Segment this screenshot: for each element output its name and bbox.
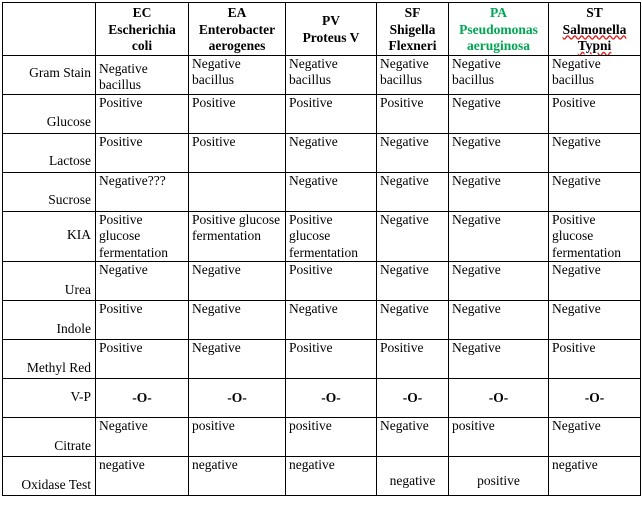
row-label: Oxidase Test [3,457,96,496]
table-cell: Positive [96,133,189,172]
table-cell: Negative??? [96,172,189,211]
table-cell: Positive [286,262,377,301]
header-row [3,3,641,56]
header-abbr: SF [404,5,421,20]
table-cell: positive [189,418,286,457]
table-cell: Positive glucose fermentation [96,211,189,262]
table-cell: Negative bacillus [549,55,641,94]
table-cell: -O- [286,379,377,418]
table-cell: Negative [549,418,641,457]
table-cell: Negative [286,301,377,340]
row-label: V-P [3,379,96,418]
row-methyl-red [3,340,641,379]
header-ec [96,3,189,56]
header-name: Enterobacter aerogenes [198,21,276,53]
table-cell: Negative [449,94,549,133]
row-indole [3,301,641,340]
table-cell: positive [449,418,549,457]
header-name: Proteus V [302,29,360,45]
header-abbr: EC [132,5,152,20]
header-st [549,3,641,56]
table-cell: Negative [96,262,189,301]
table-cell: Positive [286,340,377,379]
table-cell: Negative [449,262,549,301]
table-cell: Negative bacillus [286,55,377,94]
table-cell: Positive [189,94,286,133]
table-cell: Negative bacillus [377,55,449,94]
table-cell: negative [377,457,449,496]
table-cell: Positive [377,340,449,379]
table-cell: Positive glucose fermentation [549,211,641,262]
header-name: Shigella Flexneri [388,21,437,53]
header-ea [189,3,286,56]
table-cell: Negative [377,133,449,172]
table-cell: Negative [549,262,641,301]
row-gram-stain [3,55,641,94]
row-glucose [3,94,641,133]
table-cell: Negative [189,262,286,301]
table-cell: Negative [549,172,641,211]
table-cell: Negative [449,172,549,211]
table-cell: Positive [96,301,189,340]
header-abbr: EA [227,5,247,20]
table-cell: Positive [549,94,641,133]
table-cell: Positive glucose fermentation [286,211,377,262]
table-cell: Positive [96,94,189,133]
header-abbr: PV [322,13,340,29]
table-cell: Negative [449,301,549,340]
table-cell: -O- [549,379,641,418]
table-cell: Positive [377,94,449,133]
header-name: Salmonella Typni [562,21,627,53]
table-cell: Negative [377,262,449,301]
table-cell: -O- [449,379,549,418]
header-pv [286,3,377,56]
table-cell: Negative bacillus [189,55,286,94]
table-cell: Negative [189,301,286,340]
table-cell: -O- [96,379,189,418]
row-label: Sucrose [3,172,96,211]
row-label: Citrate [3,418,96,457]
row-oxidase-test [3,457,641,496]
table-cell: Negative [377,301,449,340]
table-cell: Negative [549,133,641,172]
row-label: Indole [3,301,96,340]
table-cell: negative [96,457,189,496]
row-label: Gram Stain [3,55,96,94]
corner-cell [3,3,96,56]
row-lactose [3,133,641,172]
table-cell: Positive [96,340,189,379]
row-label: Urea [3,262,96,301]
table-cell: Negative [189,340,286,379]
header-name: Pseudomonas aeruginosa [459,21,538,53]
bacteria-test-table [2,2,641,496]
table-cell: Positive [189,133,286,172]
table-cell: Negative [449,133,549,172]
row-v-p [3,379,641,418]
table-cell: Negative bacillus [449,55,549,94]
table-cell: Positive [549,340,641,379]
row-label: KIA [3,211,96,262]
header-abbr: PA [490,5,507,20]
table-cell: Negative [377,418,449,457]
row-label: Lactose [3,133,96,172]
header-abbr: ST [586,5,603,20]
table-cell: Negative [449,211,549,262]
table-cell: Negative [96,418,189,457]
table-cell: Negative [549,301,641,340]
table-cell: positive [286,418,377,457]
table-cell: negative [189,457,286,496]
table-cell: Positive glucose fermentation [189,211,286,262]
table-cell: negative [286,457,377,496]
row-kia [3,211,641,262]
row-urea [3,262,641,301]
header-name: Escherichia coli [108,21,176,53]
table-cell: Negative [377,172,449,211]
table-cell: Negative [377,211,449,262]
table-cell: Negative [449,340,549,379]
row-citrate [3,418,641,457]
table-cell: positive [449,457,549,496]
header-pa [449,3,549,56]
row-sucrose [3,172,641,211]
table-cell: -O- [377,379,449,418]
table-cell: Negative bacillus [96,55,189,94]
row-label: Glucose [3,94,96,133]
table-cell: Positive [286,94,377,133]
table-cell: Negative [286,172,377,211]
table-cell: -O- [189,379,286,418]
table-cell [189,172,286,211]
table-cell: negative [549,457,641,496]
header-sf [377,3,449,56]
row-label: Methyl Red [3,340,96,379]
table-cell: Negative [286,133,377,172]
